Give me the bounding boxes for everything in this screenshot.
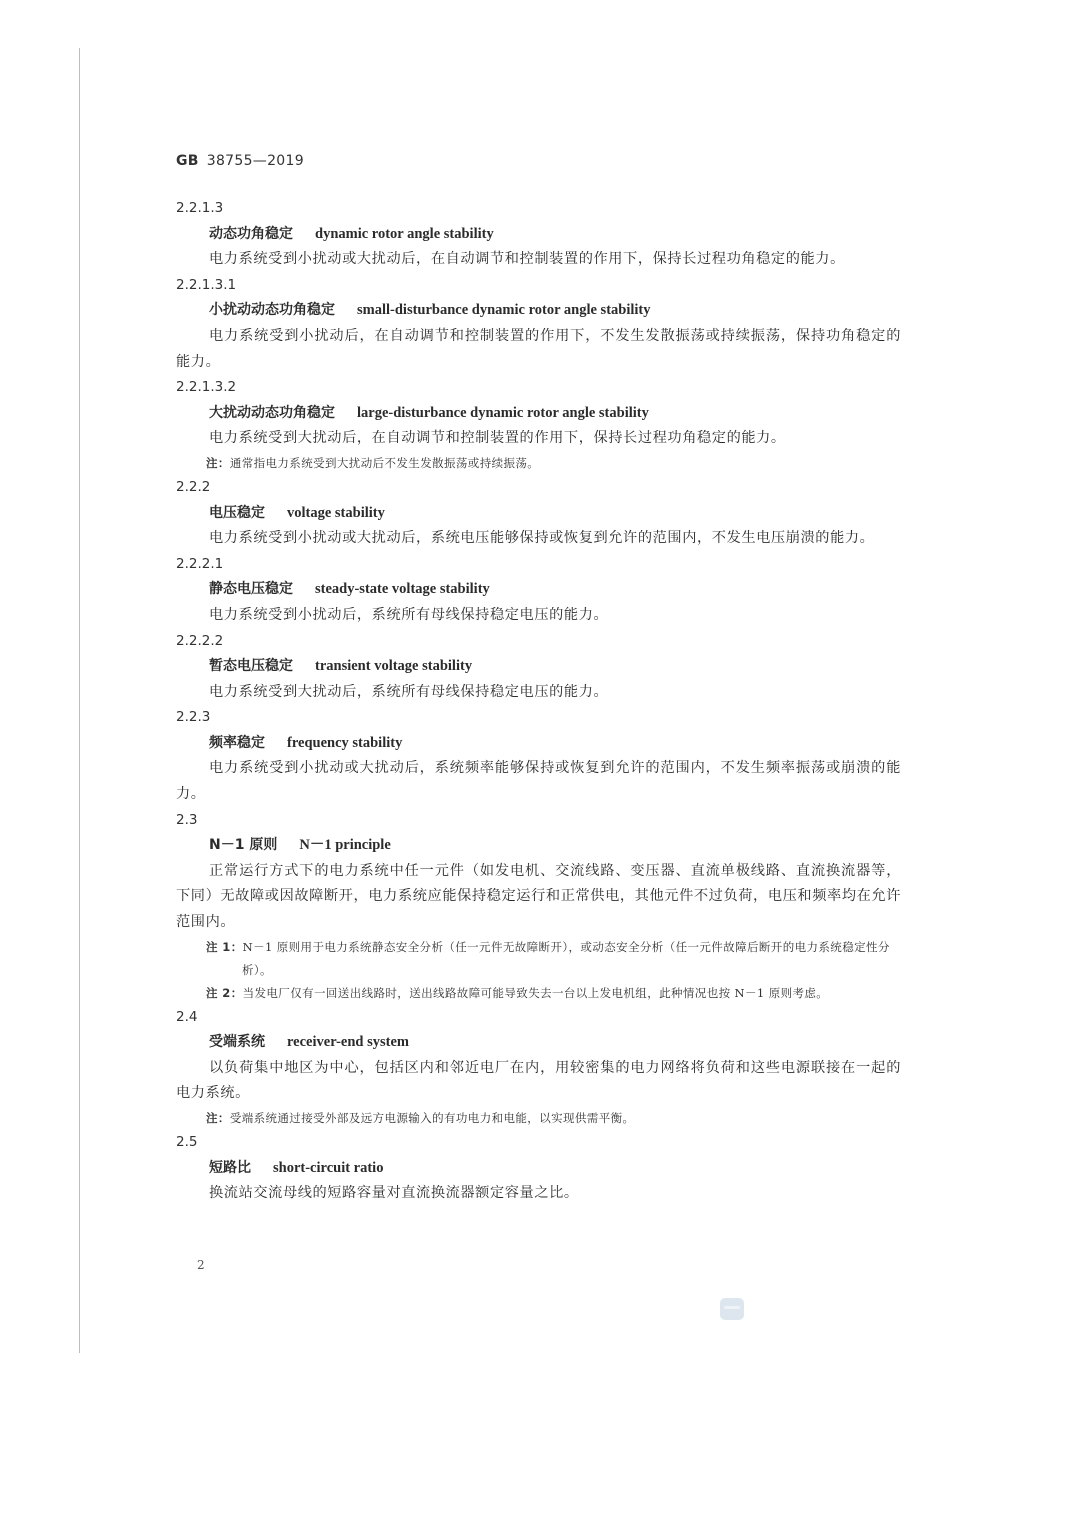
term-entry: [176, 808, 901, 1005]
term-chinese: N－1 原则: [209, 837, 278, 854]
term-definition: 换流站交流母线的短路容量对直流换流器额定容量之比。: [209, 1185, 579, 1202]
term-english: voltage stability: [287, 504, 385, 521]
term-chinese: 静态电压稳定: [209, 581, 293, 598]
term-definition: 电力系统受到小扰动或大扰动后，系统频率能够保持或恢复到允许的范围内，不发生频率振荡或崩溃的能力。: [176, 760, 901, 803]
term-english: large-disturbance dynamic rotor angle stability: [357, 404, 649, 421]
term-english: N－1 principle: [299, 837, 391, 854]
term-chinese: 短路比: [209, 1159, 251, 1176]
term-note: [176, 982, 901, 1005]
note-label: 注：: [206, 1111, 230, 1125]
note-label: 注 1：: [206, 939, 243, 954]
term-entry: [176, 475, 901, 552]
document-body: [176, 196, 901, 1207]
term-heading: [176, 1156, 901, 1182]
term-heading: [176, 577, 901, 603]
watermark-logo-icon: [720, 1298, 744, 1320]
term-entry: [176, 273, 901, 375]
clause-number: 2.5: [176, 1134, 198, 1150]
term-entry: [176, 196, 901, 273]
clause-number: 2.2.2.1: [176, 555, 224, 572]
term-chinese: 频率稳定: [209, 734, 265, 751]
term-definition: 正常运行方式下的电力系统中任一元件（如发电机、交流线路、变压器、直流单极线路、直流换流器等，下同）无故障或因故障断开，电力系统应能保持稳定运行和正常供电，其他元件不过负荷，电压和频率均在允许范围内。: [176, 862, 901, 931]
term-english: small-disturbance dynamic rotor angle stability: [357, 302, 651, 319]
clause-number: 2.2.2.2: [176, 632, 224, 649]
term-definition: 电力系统受到大扰动后，系统所有母线保持稳定电压的能力。: [209, 683, 609, 700]
term-definition: 电力系统受到小扰动后，在自动调节和控制装置的作用下，不发生发散振荡或持续振荡，保持功角稳定的能力。: [176, 327, 901, 370]
term-definition: 电力系统受到大扰动后，在自动调节和控制装置的作用下，保持长过程功角稳定的能力。: [209, 430, 786, 447]
term-entry: [176, 1005, 901, 1130]
standard-header: [176, 153, 304, 169]
term-note: [176, 936, 901, 982]
clause-number: 2.4: [176, 1008, 198, 1025]
term-definition: 电力系统受到小扰动后，系统所有母线保持稳定电压的能力。: [209, 606, 609, 623]
standard-prefix: GB: [176, 153, 199, 169]
note-text: 受端系统通过接受外部及远方电源输入的有功电力和电能，以实现供需平衡。: [229, 1111, 635, 1125]
term-english: steady-state voltage stability: [315, 581, 490, 598]
note-label: 注：: [206, 455, 230, 470]
term-chinese: 电压稳定: [209, 504, 265, 521]
term-english: frequency stability: [287, 734, 403, 751]
term-entry: [176, 1130, 901, 1207]
term-chinese: 大扰动动态功角稳定: [209, 404, 335, 421]
term-chinese: 动态功角稳定: [209, 225, 293, 242]
term-definition: 以负荷集中地区为中心，包括区内和邻近电厂在内，用较密集的电力网络将负荷和这些电源联接在一起的电力系统。: [176, 1059, 901, 1102]
term-chinese: 暂态电压稳定: [209, 658, 293, 675]
note-text: N－1 原则用于电力系统静态安全分析（任一元件无故障断开），或动态安全分析（任一元件故障后断开的电力系统稳定性分析）。: [242, 939, 890, 977]
standard-number: 38755—2019: [206, 153, 304, 169]
term-entry: [176, 375, 901, 475]
term-note: [176, 452, 901, 475]
clause-number: 2.2.1.3.1: [176, 276, 237, 293]
term-heading: [176, 222, 901, 248]
clause-number: 2.2.1.3.2: [176, 379, 237, 396]
term-english: transient voltage stability: [315, 658, 473, 675]
term-english: dynamic rotor angle stability: [315, 225, 494, 242]
page-number: 2: [197, 1258, 205, 1272]
term-entry: [176, 552, 901, 629]
term-english: short-circuit ratio: [273, 1159, 384, 1176]
term-heading: [176, 833, 901, 859]
term-heading: [176, 654, 901, 680]
clause-number: 2.2.1.3: [176, 200, 224, 216]
binding-line: [79, 48, 80, 1353]
term-english: receiver-end system: [287, 1034, 409, 1051]
term-entry: [176, 629, 901, 706]
term-note: [176, 1107, 901, 1130]
note-text: 当发电厂仅有一回送出线路时，送出线路故障可能导致失去一台以上发电机组，此种情况也按 N－1 原则考虑。: [242, 985, 829, 1000]
clause-number: 2.3: [176, 811, 198, 828]
clause-number: 2.2.2: [176, 478, 211, 495]
term-heading: [176, 501, 901, 527]
term-chinese: 小扰动动态功角稳定: [209, 302, 335, 319]
term-heading: [176, 731, 901, 757]
term-definition: 电力系统受到小扰动或大扰动后，系统电压能够保持或恢复到允许的范围内，不发生电压崩溃的能力。: [209, 530, 875, 547]
note-label: 注 2：: [206, 985, 243, 1000]
term-entry: [176, 705, 901, 807]
term-chinese: 受端系统: [209, 1034, 265, 1051]
term-definition: 电力系统受到小扰动或大扰动后，在自动调节和控制装置的作用下，保持长过程功角稳定的能力。: [209, 251, 845, 268]
clause-number: 2.2.3: [176, 709, 211, 726]
term-heading: [176, 1030, 901, 1056]
note-text: 通常指电力系统受到大扰动后不发生发散振荡或持续振荡。: [229, 455, 540, 470]
term-heading: [176, 401, 901, 427]
term-heading: [176, 298, 901, 324]
